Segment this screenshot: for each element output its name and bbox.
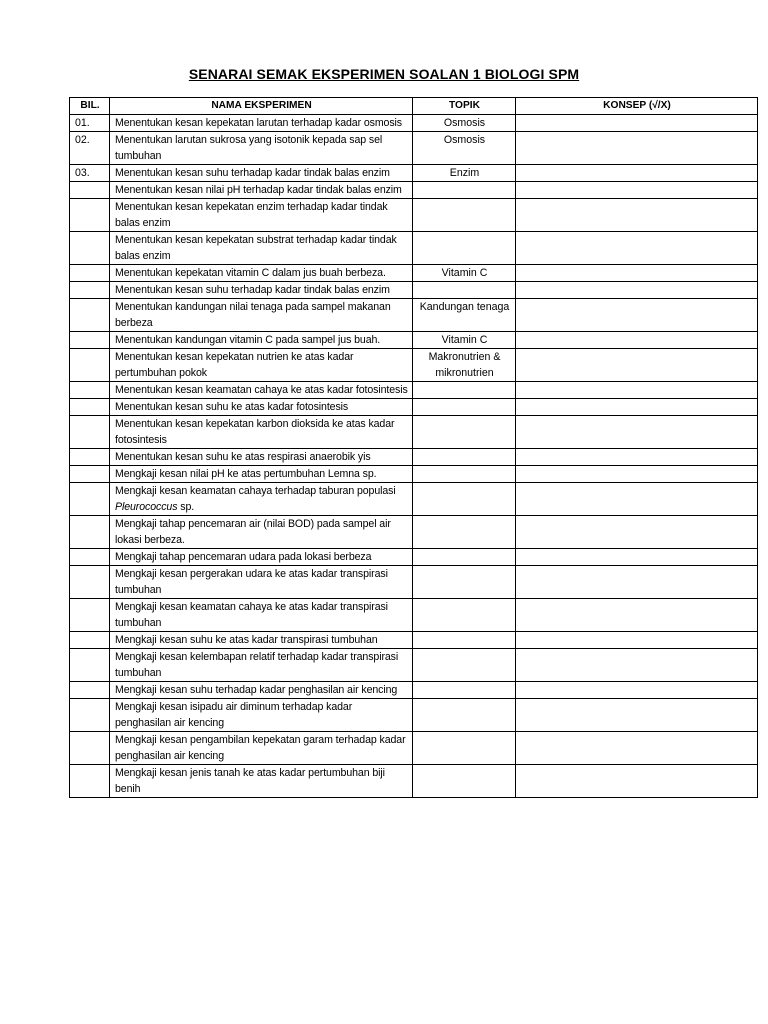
- concept-check-cell[interactable]: [516, 349, 758, 382]
- topic-cell: Makronutrien & mikronutrien: [413, 349, 516, 382]
- table-row: [70, 566, 758, 599]
- topic-cell: [413, 632, 516, 649]
- row-number-cell: [70, 466, 110, 483]
- experiment-name-cell: Mengkaji kesan isipadu air diminum terhadap kadar penghasilan air kencing: [110, 699, 413, 732]
- table-row: [70, 299, 758, 332]
- table-row: [70, 449, 758, 466]
- experiment-name-cell: Mengkaji kesan suhu terhadap kadar penghasilan air kencing: [110, 682, 413, 699]
- topic-cell: Vitamin C: [413, 265, 516, 282]
- experiment-name-cell: Menentukan kesan kepekatan karbon dioksida ke atas kadar fotosintesis: [110, 416, 413, 449]
- concept-check-cell[interactable]: [516, 416, 758, 449]
- concept-check-cell[interactable]: [516, 265, 758, 282]
- experiment-name-cell: Mengkaji kesan keamatan cahaya ke atas kadar transpirasi tumbuhan: [110, 599, 413, 632]
- row-number-cell: [70, 516, 110, 549]
- topic-cell: [413, 566, 516, 599]
- experiment-name-cell: Menentukan kesan keamatan cahaya ke atas kadar fotosintesis: [110, 382, 413, 399]
- row-number-cell: 03.: [70, 165, 110, 182]
- species-name-italic: Pleurococcus: [115, 501, 178, 513]
- row-number-cell: [70, 265, 110, 282]
- table-row: [70, 382, 758, 399]
- topic-cell: [413, 416, 516, 449]
- topic-cell: Osmosis: [413, 115, 516, 132]
- row-number-cell: [70, 332, 110, 349]
- row-number-cell: [70, 699, 110, 732]
- row-number-cell: 01.: [70, 115, 110, 132]
- topic-cell: [413, 483, 516, 516]
- column-header-bil: BIL.: [70, 98, 110, 115]
- table-row: [70, 649, 758, 682]
- row-number-cell: [70, 349, 110, 382]
- concept-check-cell[interactable]: [516, 232, 758, 265]
- row-number-cell: [70, 632, 110, 649]
- concept-check-cell[interactable]: [516, 549, 758, 566]
- experiment-name-cell: [110, 483, 413, 516]
- table-body: [70, 115, 758, 798]
- table-header-row: [70, 98, 758, 115]
- row-number-cell: 02.: [70, 132, 110, 165]
- experiment-name-cell: Mengkaji kesan jenis tanah ke atas kadar pertumbuhan biji benih: [110, 765, 413, 798]
- experiment-name-cell: Mengkaji kesan pengambilan kepekatan garam terhadap kadar penghasilan air kencing: [110, 732, 413, 765]
- row-number-cell: [70, 382, 110, 399]
- concept-check-cell[interactable]: [516, 182, 758, 199]
- concept-check-cell[interactable]: [516, 699, 758, 732]
- row-number-cell: [70, 483, 110, 516]
- topic-cell: [413, 466, 516, 483]
- topic-cell: [413, 732, 516, 765]
- concept-check-cell[interactable]: [516, 599, 758, 632]
- topic-cell: [413, 449, 516, 466]
- concept-check-cell[interactable]: [516, 466, 758, 483]
- concept-check-cell[interactable]: [516, 199, 758, 232]
- concept-check-cell[interactable]: [516, 165, 758, 182]
- concept-check-cell[interactable]: [516, 449, 758, 466]
- concept-check-cell[interactable]: [516, 483, 758, 516]
- experiment-name-cell: Mengkaji tahap pencemaran air (nilai BOD) pada sampel air lokasi berbeza.: [110, 516, 413, 549]
- table-row: [70, 332, 758, 349]
- row-number-cell: [70, 549, 110, 566]
- concept-check-cell[interactable]: [516, 516, 758, 549]
- topic-cell: Enzim: [413, 165, 516, 182]
- table-row: [70, 265, 758, 282]
- topic-cell: Osmosis: [413, 132, 516, 165]
- table-row: [70, 632, 758, 649]
- experiment-name-cell: Menentukan larutan sukrosa yang isotonik kepada sap sel tumbuhan: [110, 132, 413, 165]
- topic-cell: Vitamin C: [413, 332, 516, 349]
- table-row: [70, 699, 758, 732]
- experiment-name-cell: Menentukan kesan kepekatan enzim terhadap kadar tindak balas enzim: [110, 199, 413, 232]
- experiment-name-cell: Menentukan kesan kepekatan substrat terhadap kadar tindak balas enzim: [110, 232, 413, 265]
- experiment-name-cell: Menentukan kesan suhu ke atas respirasi anaerobik yis: [110, 449, 413, 466]
- experiment-name-cell: Mengkaji kesan pergerakan udara ke atas kadar transpirasi tumbuhan: [110, 566, 413, 599]
- row-number-cell: [70, 182, 110, 199]
- table-row: [70, 115, 758, 132]
- row-number-cell: [70, 765, 110, 798]
- column-header-concept: KONSEP (√/X): [516, 98, 758, 115]
- table-row: [70, 399, 758, 416]
- row-number-cell: [70, 299, 110, 332]
- concept-check-cell[interactable]: [516, 382, 758, 399]
- experiment-name-cell: Mengkaji tahap pencemaran udara pada lokasi berbeza: [110, 549, 413, 566]
- table-row: [70, 483, 758, 516]
- row-number-cell: [70, 199, 110, 232]
- table-row: [70, 282, 758, 299]
- experiment-name-cell: Menentukan kesan nilai pH terhadap kadar tindak balas enzim: [110, 182, 413, 199]
- concept-check-cell[interactable]: [516, 282, 758, 299]
- row-number-cell: [70, 682, 110, 699]
- table-row: [70, 416, 758, 449]
- table-row: [70, 765, 758, 798]
- concept-check-cell[interactable]: [516, 732, 758, 765]
- topic-cell: [413, 182, 516, 199]
- experiment-name-cell: Mengkaji kesan suhu ke atas kadar transpirasi tumbuhan: [110, 632, 413, 649]
- row-number-cell: [70, 566, 110, 599]
- concept-check-cell[interactable]: [516, 332, 758, 349]
- row-number-cell: [70, 399, 110, 416]
- table-row: [70, 549, 758, 566]
- topic-cell: [413, 599, 516, 632]
- row-number-cell: [70, 649, 110, 682]
- experiment-name-cell: Mengkaji kesan kelembapan relatif terhadap kadar transpirasi tumbuhan: [110, 649, 413, 682]
- experiment-name-cell: Mengkaji kesan nilai pH ke atas pertumbuhan Lemna sp.: [110, 466, 413, 483]
- experiment-name-cell: Menentukan kesan kepekatan larutan terhadap kadar osmosis: [110, 115, 413, 132]
- experiment-name-cell: Menentukan kesan kepekatan nutrien ke atas kadar pertumbuhan pokok: [110, 349, 413, 382]
- table-row: [70, 349, 758, 382]
- table-row: [70, 599, 758, 632]
- topic-cell: Kandungan tenaga: [413, 299, 516, 332]
- concept-check-cell[interactable]: [516, 132, 758, 165]
- row-number-cell: [70, 732, 110, 765]
- table-row: [70, 732, 758, 765]
- table-row: [70, 199, 758, 232]
- column-header-topic: TOPIK: [413, 98, 516, 115]
- row-number-cell: [70, 232, 110, 265]
- experiment-name-cell: Menentukan kesan suhu terhadap kadar tindak balas enzim: [110, 282, 413, 299]
- row-number-cell: [70, 282, 110, 299]
- topic-cell: [413, 199, 516, 232]
- row-number-cell: [70, 449, 110, 466]
- concept-check-cell[interactable]: [516, 682, 758, 699]
- experiment-name-cell: Menentukan kandungan nilai tenaga pada sampel makanan berbeza: [110, 299, 413, 332]
- topic-cell: [413, 382, 516, 399]
- concept-check-cell[interactable]: [516, 765, 758, 798]
- concept-check-cell[interactable]: [516, 632, 758, 649]
- topic-cell: [413, 765, 516, 798]
- row-number-cell: [70, 599, 110, 632]
- table-row: [70, 466, 758, 483]
- table-row: [70, 232, 758, 265]
- table-row: [70, 182, 758, 199]
- table-row: [70, 516, 758, 549]
- table-row: [70, 165, 758, 182]
- topic-cell: [413, 399, 516, 416]
- concept-check-cell[interactable]: [516, 649, 758, 682]
- experiment-name-text: Mengkaji kesan keamatan cahaya terhadap taburan populasi: [115, 485, 396, 497]
- experiment-name-cell: Menentukan kandungan vitamin C pada sampel jus buah.: [110, 332, 413, 349]
- topic-cell: [413, 682, 516, 699]
- topic-cell: [413, 699, 516, 732]
- topic-cell: [413, 516, 516, 549]
- concept-check-cell[interactable]: [516, 399, 758, 416]
- experiment-name-cell: Menentukan kesan suhu terhadap kadar tindak balas enzim: [110, 165, 413, 182]
- column-header-name: NAMA EKSPERIMEN: [110, 98, 413, 115]
- table-row: [70, 132, 758, 165]
- topic-cell: [413, 549, 516, 566]
- topic-cell: [413, 649, 516, 682]
- experiment-name-cell: Menentukan kesan suhu ke atas kadar fotosintesis: [110, 399, 413, 416]
- experiment-name-suffix: sp.: [177, 501, 195, 513]
- concept-check-cell[interactable]: [516, 299, 758, 332]
- row-number-cell: [70, 416, 110, 449]
- page-title: SENARAI SEMAK EKSPERIMEN SOALAN 1 BIOLOGI SPM: [188, 66, 580, 82]
- topic-cell: [413, 282, 516, 299]
- table-row: [70, 682, 758, 699]
- concept-check-cell[interactable]: [516, 115, 758, 132]
- topic-cell: [413, 232, 516, 265]
- concept-check-cell[interactable]: [516, 566, 758, 599]
- experiment-name-cell: Menentukan kepekatan vitamin C dalam jus buah berbeza.: [110, 265, 413, 282]
- experiment-checklist-table: [69, 97, 758, 798]
